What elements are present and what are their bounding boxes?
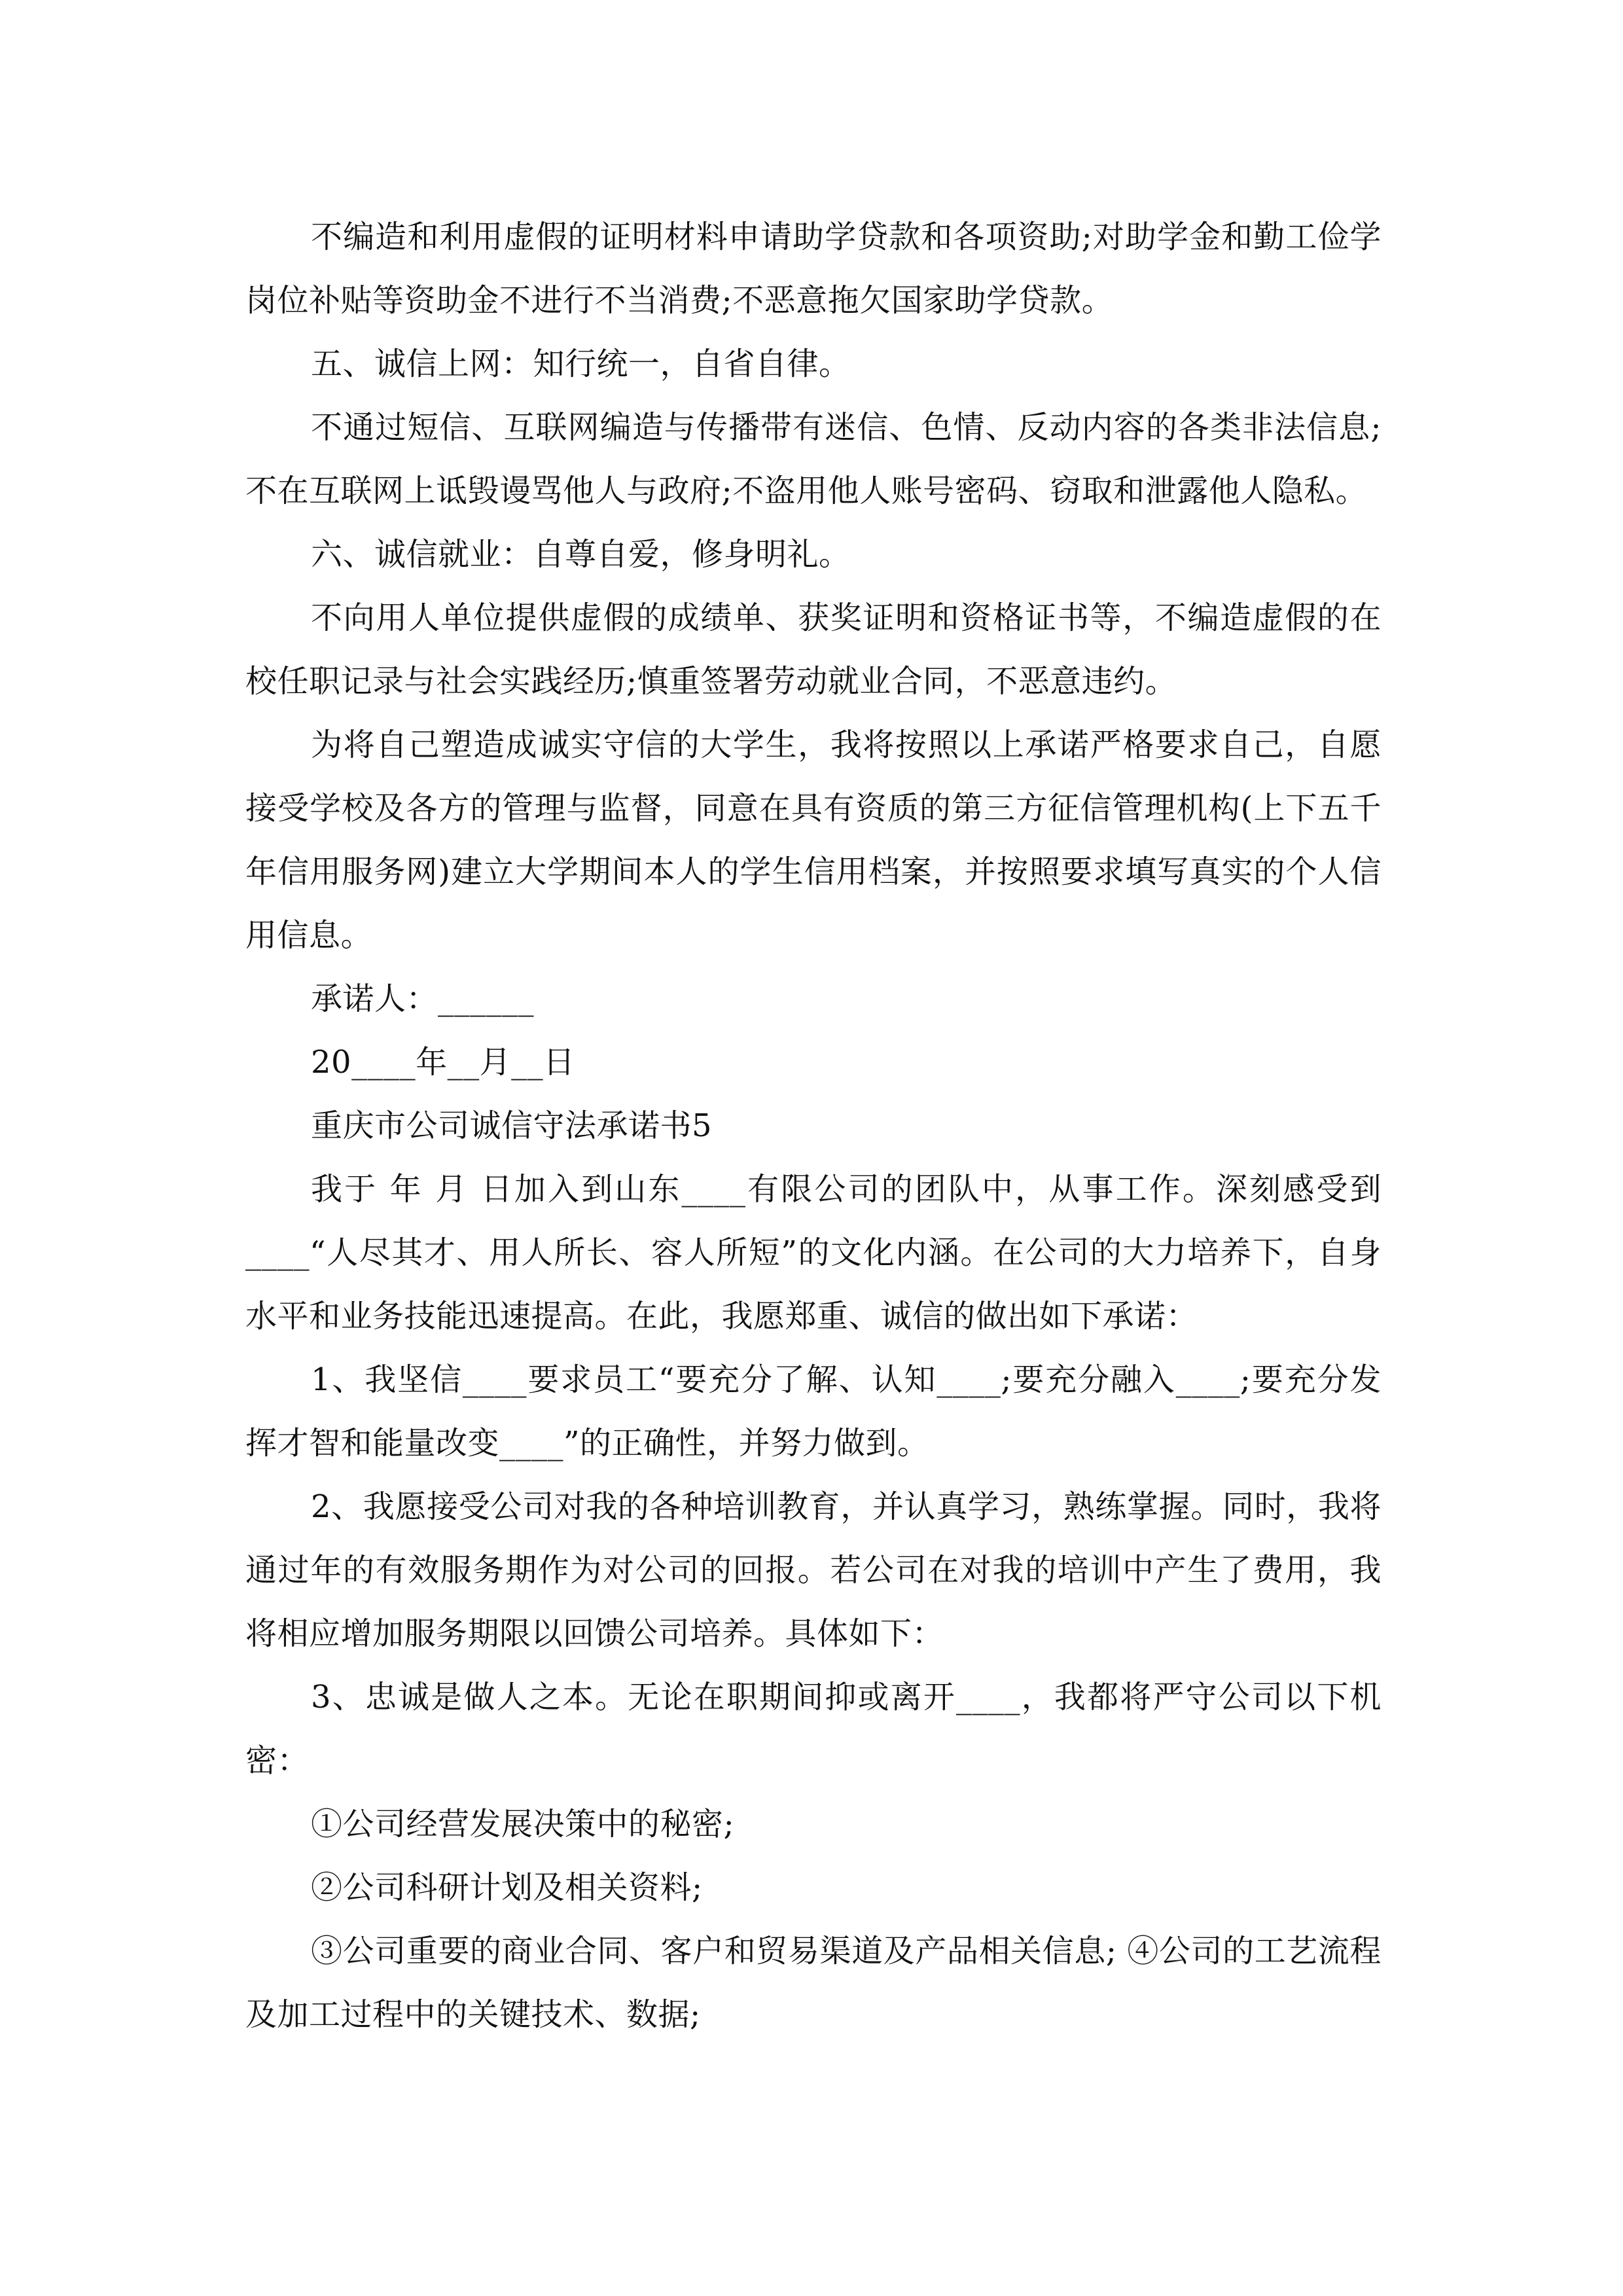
secret-item-2: ②公司科研计划及相关资料; [311, 1869, 703, 1906]
paragraph-commitment-summary: 为将自己塑造成诚实守信的大学生，我将按照以上承诺严格要求自己，自愿接受学校及各方的管理与监督，同意在具有资质的第三方征信管理机构(上下五千年信用服务网)建立大学期间本人的学生信用档案，并按照要求填写真实的个人信用信息。 [245, 726, 1382, 954]
signature-line: 承诺人：______ [311, 980, 535, 1017]
section-title: 重庆市公司诚信守法承诺书5 [311, 1107, 713, 1144]
document-body [245, 206, 1382, 2047]
paragraph-company-intro: 我于 年 月 日加入到山东____有限公司的团队中，从事工作。深刻感受到____“人尽其才、用人所长、容人所短”的文化内涵。在公司的大力培养下，自身水平和业务技能迅速提高。在此，我愿郑重、诚信的做出如下承诺： [245, 1171, 1382, 1335]
heading-employment-integrity: 六、诚信就业：自尊自爱，修身明礼。 [311, 536, 851, 573]
commitment-item-1: 1、我坚信____要求员工“要充分了解、认知____;要充分融入____;要充分发挥才智和能量改变____”的正确性，并努力做到。 [245, 1361, 1382, 1462]
date-line: 20____年__月__日 [311, 1044, 575, 1081]
commitment-item-3: 3、忠诚是做人之本。无论在职期间抑或离开____，我都将严守公司以下机密： [245, 1679, 1382, 1779]
secret-item-1: ①公司经营发展决策中的秘密; [311, 1806, 735, 1842]
heading-internet-integrity: 五、诚信上网：知行统一，自省自律。 [311, 346, 851, 382]
paragraph-employment-integrity: 不向用人单位提供虚假的成绩单、获奖证明和资格证书等，不编造虚假的在校任职记录与社会实践经历;慎重签署劳动就业合同，不恶意违约。 [245, 600, 1382, 700]
secret-item-3-4: ③公司重要的商业合同、客户和贸易渠道及产品相关信息; ④公司的工艺流程及加工过程中的关键技术、数据; [245, 1933, 1382, 2033]
paragraph-funding-integrity: 不编造和利用虚假的证明材料申请助学贷款和各项资助;对助学金和勤工俭学岗位补贴等资助金不进行不当消费;不恶意拖欠国家助学贷款。 [245, 219, 1382, 319]
commitment-item-2: 2、我愿接受公司对我的各种培训教育，并认真学习，熟练掌握。同时，我将通过年的有效服务期作为对公司的回报。若公司在对我的培训中产生了费用，我将相应增加服务期限以回馈公司培养。具体如下： [245, 1488, 1382, 1652]
paragraph-internet-integrity: 不通过短信、互联网编造与传播带有迷信、色情、反动内容的各类非法信息;不在互联网上诋毁谩骂他人与政府;不盗用他人账号密码、窃取和泄露他人隐私。 [245, 409, 1382, 509]
